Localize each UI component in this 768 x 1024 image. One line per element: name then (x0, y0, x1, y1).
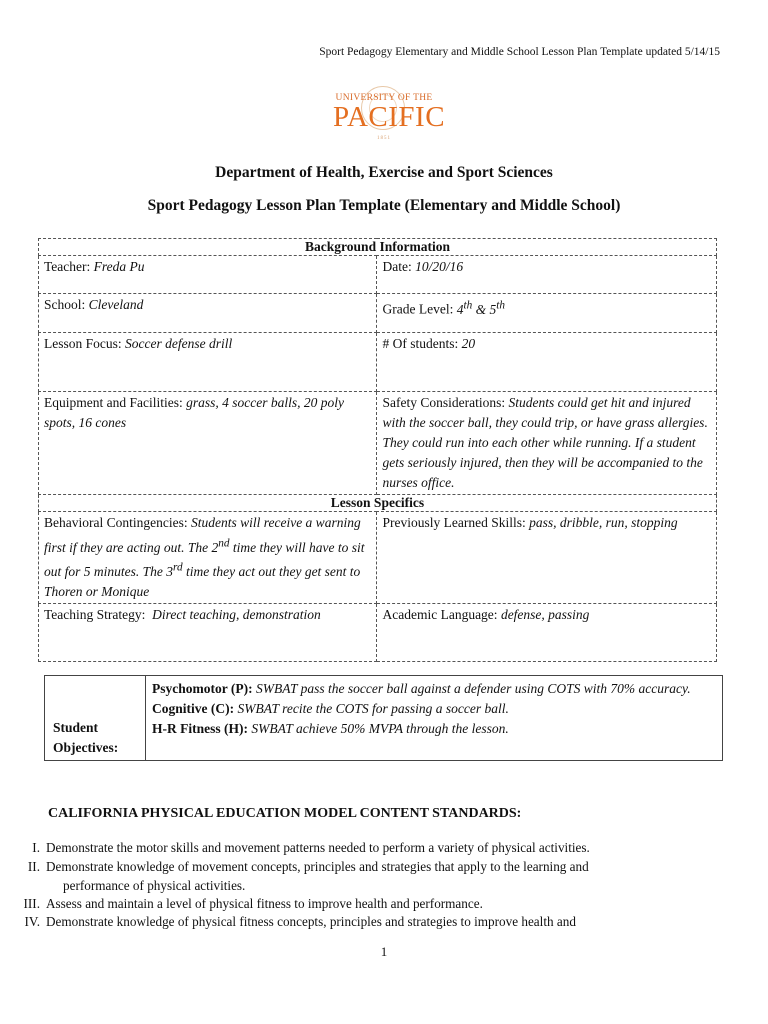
grade-value: 4th & 5th (456, 299, 505, 317)
teaching-strategy-value: Direct teaching, demonstration (152, 607, 321, 622)
school-cell: School: Cleveland (39, 294, 377, 333)
teacher-cell: Teacher: Freda Pu (39, 256, 377, 294)
department-title: Department of Health, Exercise and Sport Sciences (215, 164, 553, 181)
specifics-heading: Lesson Specifics (39, 495, 717, 512)
objectives-label: Student Objectives: (45, 676, 146, 761)
learned-skills-cell: Previously Learned Skills: pass, dribble, run, stopping (377, 512, 717, 604)
psychomotor-objective: Psychomotor (P): SWBAT pass the soccer ball against a defender using COTS with 70% accuracy. (152, 681, 691, 696)
academic-language-value: defense, passing (500, 607, 590, 622)
lesson-focus-value: Soccer defense drill (125, 336, 233, 351)
safety-value: Students could get hit and injured with the soccer ball, they could trip, or have grass allergies. They could run into each other while running. If a student gets seriously injured, then they will be accompanied to the nurses office. (382, 395, 708, 490)
equipment-cell: Equipment and Facilities: grass, 4 soccer balls, 20 poly spots, 16 cones (39, 392, 377, 495)
school-value: Cleveland (88, 297, 144, 312)
page-header: Sport Pedagogy Elementary and Middle School Lesson Plan Template updated 5/14/15 (319, 46, 720, 58)
university-logo (333, 86, 446, 152)
date-cell: Date: 10/20/16 (377, 256, 717, 294)
fitness-objective: H-R Fitness (H): SWBAT achieve 50% MVPA through the lesson. (152, 721, 509, 736)
date-value: 10/20/16 (415, 259, 464, 274)
teaching-strategy-cell: Teaching Strategy: Direct teaching, demonstration (39, 604, 377, 662)
objectives-content (146, 676, 723, 761)
academic-language-cell: Academic Language: defense, passing (377, 604, 717, 662)
objectives-table (44, 675, 723, 761)
logo-pacific-text: PACIFIC (333, 101, 446, 133)
behavioral-cell: Behavioral Contingencies: Students will receive a warning first if they are acting out. The 2nd time they will have to sit out for 5 minutes. The 3rd time they act out they get sent to Thoren or Monique (39, 512, 377, 604)
students-cell: # Of students: 20 (377, 333, 717, 392)
learned-skills-value: pass, dribble, run, stopping (529, 515, 678, 530)
logo-university-text: UNIVERSITY OF THE (335, 93, 433, 103)
lesson-focus-cell: Lesson Focus: Soccer defense drill (39, 333, 377, 392)
grade-cell: Grade Level: 4th & 5th (377, 294, 717, 333)
cognitive-objective: Cognitive (C): SWBAT recite the COTS for passing a soccer ball. (152, 701, 509, 716)
behavioral-value: Students will receive a warning first if they are acting out. The 2nd time they will have to sit out for 5 minutes. The 3rd time they act out they get sent to Thoren or Monique (44, 515, 365, 599)
template-title: Sport Pedagogy Lesson Plan Template (Elementary and Middle School) (147, 197, 621, 214)
standards-heading: CALIFORNIA PHYSICAL EDUCATION MODEL CONTENT STANDARDS: (48, 806, 522, 821)
equipment-value: grass, 4 soccer balls, 20 poly spots, 16 cones (44, 395, 344, 430)
page-number: 1 (380, 944, 388, 959)
safety-cell: Safety Considerations: Students could get hit and injured with the soccer ball, they could trip, or have grass allergies. They could run into each other while running. If a student gets seriously injured, then they will be accompanied to the nurses office. (377, 392, 717, 495)
teacher-value: Freda Pu (93, 259, 145, 274)
background-heading: Background Information (39, 239, 717, 256)
students-value: 20 (461, 336, 476, 351)
background-table (38, 238, 717, 662)
logo-seal-year: 1851 (377, 136, 391, 141)
